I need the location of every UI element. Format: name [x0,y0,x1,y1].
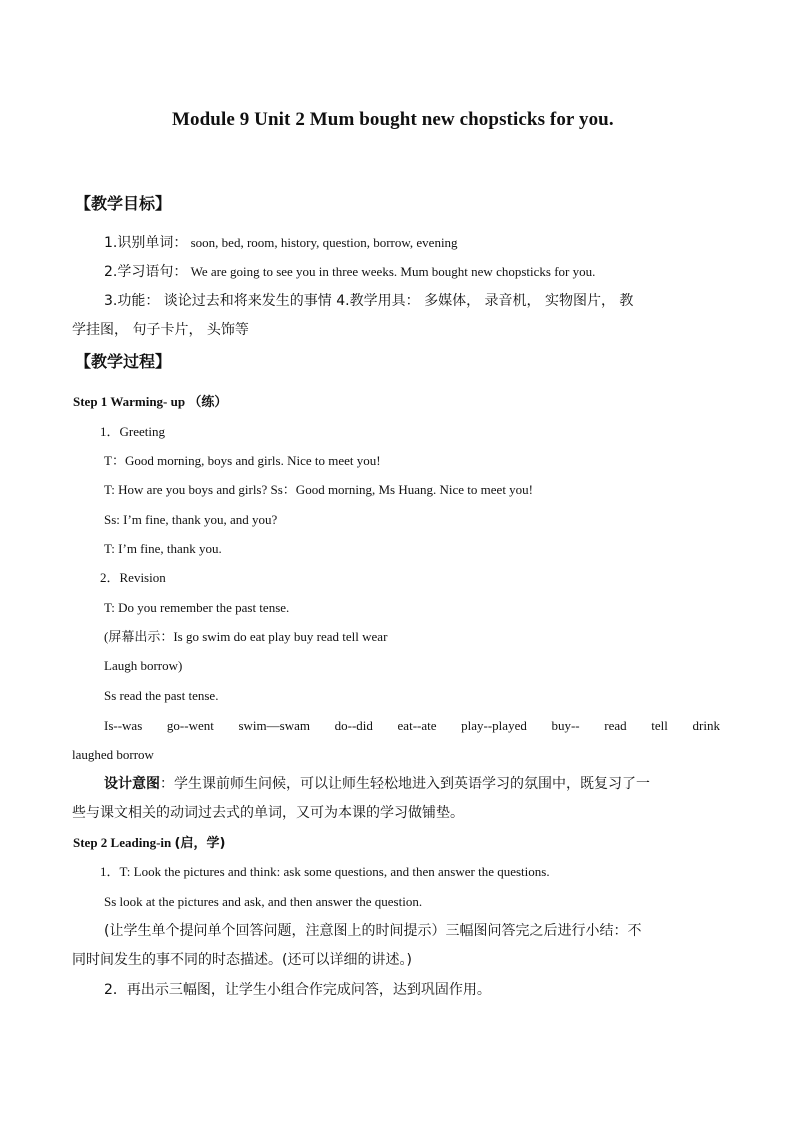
design-intent-text-1: ：学生课前师生问候，可以让师生轻松地进入到英语学习的氛围中，既复习了一 [160,776,650,792]
section-heading-objectives: 【教学目标】 [75,194,172,213]
step1-line-9: Laugh borrow) [104,658,183,673]
step1-heading-text: Step 1 Warming- up [73,394,186,409]
step1-line-6: 2．Revision [100,570,166,585]
step1-line-3: T: How are you boys and girls? Ss：Good morning, Ms Huang. Nice to meet you! [104,482,534,497]
objective-line-4: 学挂图， 句子卡片， 头饰等 [72,322,249,338]
objective-line-2 [104,263,595,281]
step2-note-line-1: (让学生单个提问单个回答问题，注意图上的时间提示）三幅图问答完之后进行小结：不 [104,923,642,939]
step1-heading-cjk: （练） [188,395,228,410]
past-tense-line-2: laughed borrow [72,747,154,762]
design-intent-line-1 [104,775,650,793]
objective-text-1: soon, bed, room, history, question, borrow, evening [190,235,458,250]
objective-label-1: 1.识别单词： [104,235,188,251]
objective-text-2: We are going to see you in three weeks. Mum bought new chopsticks for you. [190,264,596,279]
step1-line-7: T: Do you remember the past tense. [104,600,290,615]
step2-line-2: Ss look at the pictures and ask, and then answer the question. [104,894,423,909]
step1-line-8: (屏幕出示：Is go swim do eat play buy read tell wear [104,629,388,644]
section-heading-process: 【教学过程】 [75,352,172,371]
step2-line-last: 2．再出示三幅图，让学生小组合作完成问答，达到巩固作用。 [104,982,491,998]
step1-line-2: T：Good morning, boys and girls. Nice to meet you! [104,453,381,468]
objective-line-1 [104,234,458,252]
design-intent-line-2: 些与课文相关的动词过去式的单词，又可为本课的学习做铺垫。 [72,805,464,821]
step1-heading [73,393,227,412]
step1-line-5: T: I’m fine, thank you. [104,541,222,556]
step1-line-10: Ss read the past tense. [104,688,219,703]
page-title: Module 9 Unit 2 Mum bought new chopsticks for you. [172,109,614,130]
step2-note-line-2: 同时间发生的事不同的时态描述。(还可以详细的讲述。) [72,952,412,968]
step2-line-1: 1．T: Look the pictures and think: ask some questions, and then answer the questions. [100,864,550,879]
objective-line-3: 3.功能： 谈论过去和将来发生的事情 4.教学用具： 多媒体， 录音机， 实物图片， 教 [104,293,634,309]
step1-line-1: 1．Greeting [100,424,165,439]
step2-heading-text: Step 2 Leading-in [73,835,172,850]
design-intent-label: 设计意图 [104,776,160,792]
step1-line-4: Ss: I’m fine, thank you, and you? [104,512,278,527]
step2-heading [73,834,225,853]
past-tense-line: Is--was go--went swim—swam do--did eat--ate play--played buy-- read tell drink [104,718,720,733]
objective-label-2: 2.学习语句： [104,264,188,280]
step2-heading-cjk: (启，学) [174,836,226,851]
